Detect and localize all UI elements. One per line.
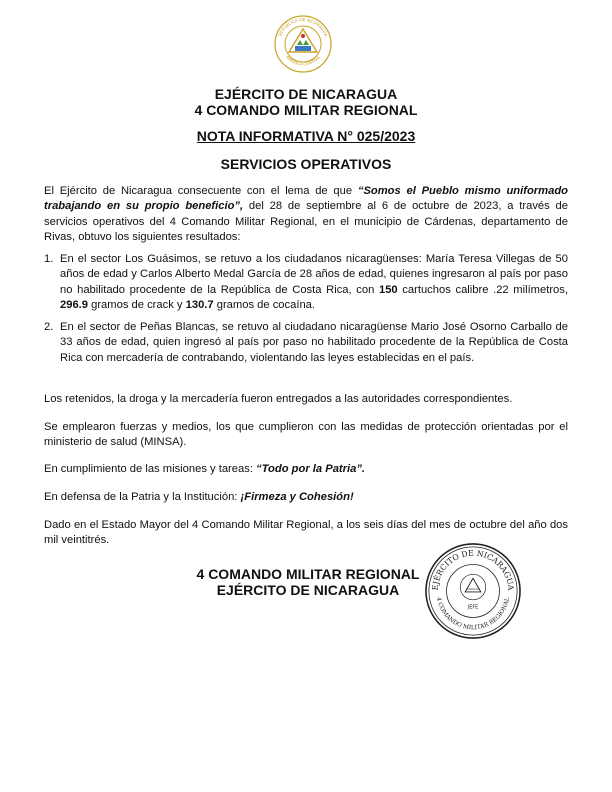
stamp-text-top: EJÉRCITO DE NICARAGUA (430, 548, 516, 591)
fuerzas-paragraph: Se emplearon fuerzas y medios, los que cumplieron con las medidas de protección orientadas por el ministerio de salud (MINSA). (44, 421, 568, 449)
defensa-prefix: En defensa de la Patria y la Institución: (44, 491, 241, 503)
result-number: 1. (44, 253, 54, 265)
cumplimiento-prefix: En cumplimiento de las misiones y tareas: (44, 463, 257, 475)
dado-paragraph: Dado en el Estado Mayor del 4 Comando Militar Regional, a los seis días del mes de octubre del año dos mil veintitrés. (44, 519, 568, 547)
result-text-e: gramos de cocaína. (213, 299, 315, 312)
nota-title: NOTA INFORMATIVA N° 025/2023 (196, 128, 416, 144)
stamp-text-bottom: 4 COMANDO MILITAR REGIONAL (435, 596, 511, 632)
retenidos-paragraph: Los retenidos, la droga y la mercadería fueron entregados a las autoridades correspondientes. (44, 393, 513, 405)
result-text: En el sector de Peñas Blancas, se retuvo al ciudadano nicaragüense Mario José Osorno Carballo de 33 años de edad, quien ingresó al país por paso no habilitado procedente de la República de Costa Rica con mercadería de contrabando, violentando las leyes establecidas en el país. (60, 321, 568, 364)
result-value-cocaine: 130.7 (185, 299, 214, 312)
defensa-motto: ¡Firmeza y Cohesión! (240, 491, 354, 503)
result-text-a: En el sector Los Guásimos, se retuvo a los ciudadanos nicaragüenses: María Teresa Villegas de 50 años de edad y Carlos Alberto Medal García de 28 años de edad, quienes ingresaron al país por paso no habilitado procedente de la República de Costa Rica, con (60, 253, 568, 296)
header-title (0, 86, 612, 118)
result-number: 2. (44, 321, 54, 333)
nicaragua-coat-of-arms-icon (273, 14, 333, 74)
intro-part-2: del 28 de septiembre al 6 de octubre de 2023, a través de servicios operativos del 4 Comando Militar Regional, en el municipio de Cárdenas, departamento de Rivas, obtuvo los siguientes resultados: (44, 200, 568, 244)
signature-line-1: 4 COMANDO MILITAR REGIONAL (196, 566, 420, 582)
result-value-crack: 296.9 (60, 299, 88, 312)
result-item-1 (44, 252, 568, 314)
result-value-cartridges: 150 (378, 283, 398, 296)
header-line-2: 4 COMANDO MILITAR REGIONAL (194, 102, 418, 118)
signature-block (168, 566, 448, 598)
result-text-c: cartuchos calibre .22 milímetros, (397, 283, 568, 296)
defensa-paragraph (44, 490, 568, 505)
intro-paragraph (44, 184, 568, 246)
result-item-2 (44, 320, 568, 366)
cumplimiento-paragraph (44, 462, 568, 477)
stamp-center-text: JEFE (467, 604, 479, 611)
servicios-title: SERVICIOS OPERATIVOS (220, 156, 392, 172)
intro-motto: “Somos el Pueblo mismo uniformado trabajando en su propio beneficio”, (44, 185, 568, 213)
intro-part-1: El Ejército de Nicaragua consecuente con el lema de que (44, 185, 358, 197)
seal-text-bottom: AMÉRICA CENTRAL (284, 54, 322, 67)
seal-text-top: REPÚBLICA DE NICARAGUA (277, 16, 329, 38)
signature-line-2: EJÉRCITO DE NICARAGUA (216, 582, 400, 598)
header-line-1: EJÉRCITO DE NICARAGUA (214, 86, 398, 102)
official-stamp-icon (424, 542, 522, 640)
cumplimiento-motto: “Todo por la Patria”. (256, 463, 366, 475)
result-text-d: gramos de crack y (88, 299, 186, 312)
